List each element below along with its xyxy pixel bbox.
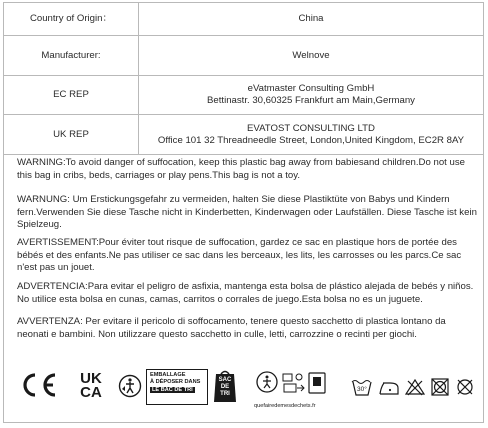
triman-icon — [118, 374, 142, 398]
warning-french: AVERTISSEMENT:Pour éviter tout risque de suffocation, gardez ce sac en plastique hors de portée des bébés et des enfants.Ne pas utiliser ce sac dans les berceaux, les lits, les carrosses ou les parcs.Ce sac n'est pas un jouet. — [17, 237, 462, 273]
recycling-info-box — [146, 369, 208, 405]
warning-german: WARNUNG: Um Erstickungsgefahr zu vermeiden, halten Sie diese Plastiktüte von Babys und Kindern fern.Verwenden Sie diese Tasche nicht in Kinderbetten, Kinderwagen oder Laufställen. Diese Tasche ist kein Spielzeug. — [17, 194, 477, 230]
do-not-dry-clean-icon — [455, 377, 475, 397]
uk-rep-line-2: Office 101 32 Threadneedle Street, London,United Kingdom, EC2R 8AY — [157, 134, 465, 146]
spec-row-uk-rep — [4, 115, 484, 155]
spec-label-origin: Country of Origin： — [4, 3, 139, 36]
wash-temp-text: 30° — [357, 386, 367, 393]
spec-label-uk-rep: UK REP — [4, 115, 139, 155]
spec-value-manufacturer: Welnove — [139, 36, 484, 76]
warning-italian: AVVERTENZA: Per evitare il pericolo di soffocamento, tenere questo sacchetto di plastica lontano da neonati e bambini. Non utilizzare questo sacchetto in culle, letti, carrozzine o recinti per giochi. — [17, 316, 446, 340]
warning-english: WARNING:To avoid danger of suffocation, keep this plastic bag away from babiesand children.Do not use this bag in cribs, beds, carriages or play pens.This bag is not a toy. — [17, 157, 465, 181]
ce-mark-icon — [18, 372, 58, 398]
triman-line-3: LE BAC DE TRI — [152, 386, 193, 393]
triman-line-2: À DÉPOSER DANS — [150, 378, 201, 385]
uk-rep-line-1: EVATOST CONSULTING LTD — [247, 122, 375, 134]
spec-label-manufacturer: Manufacturer: — [4, 36, 139, 76]
spec-value-origin: China — [139, 3, 484, 36]
ukca-bottom-text: CA — [80, 384, 102, 401]
ukca-mark-icon — [76, 372, 106, 402]
spec-row-ec-rep — [4, 76, 484, 115]
sac-line-1: SAC — [218, 377, 232, 383]
spec-label-ec-rep: EC REP — [4, 76, 139, 115]
do-not-bleach-icon — [404, 378, 426, 396]
ec-rep-line-2: Bettinastr. 30,60325 Frankfurt am Main,Germany — [207, 95, 415, 106]
ukca-top-text: UK — [80, 370, 102, 387]
do-not-tumble-dry-icon — [430, 377, 450, 397]
spec-value-ec-rep — [139, 76, 484, 115]
ec-rep-line-1: eVatmaster Consulting GmbH — [247, 83, 375, 94]
sorting-bag-icon — [212, 368, 238, 404]
warning-spanish: ADVERTENCIA:Para evitar el peligro de asfixia, mantenga esta bolsa de plástico alejada de bebés y niños. No utilice esta bolsa en cunas, camas, carritos o corrales de juego.Esta bolsa no es un juguete. — [17, 281, 474, 305]
sac-line-2: DE — [220, 384, 230, 390]
spec-row-origin — [4, 3, 484, 36]
iron-icon — [378, 379, 400, 397]
qfdd-url-text: quefairedemesdechets.fr — [254, 403, 316, 409]
quefairedemesdechets-logo — [254, 369, 334, 409]
washing-30-icon — [351, 377, 373, 397]
sac-line-3: TRI — [220, 391, 230, 397]
triman-line-1: EMBALLAGE — [150, 372, 186, 378]
spec-value-uk-rep — [139, 115, 484, 155]
spec-row-manufacturer — [4, 36, 484, 76]
spec-table — [3, 2, 484, 155]
